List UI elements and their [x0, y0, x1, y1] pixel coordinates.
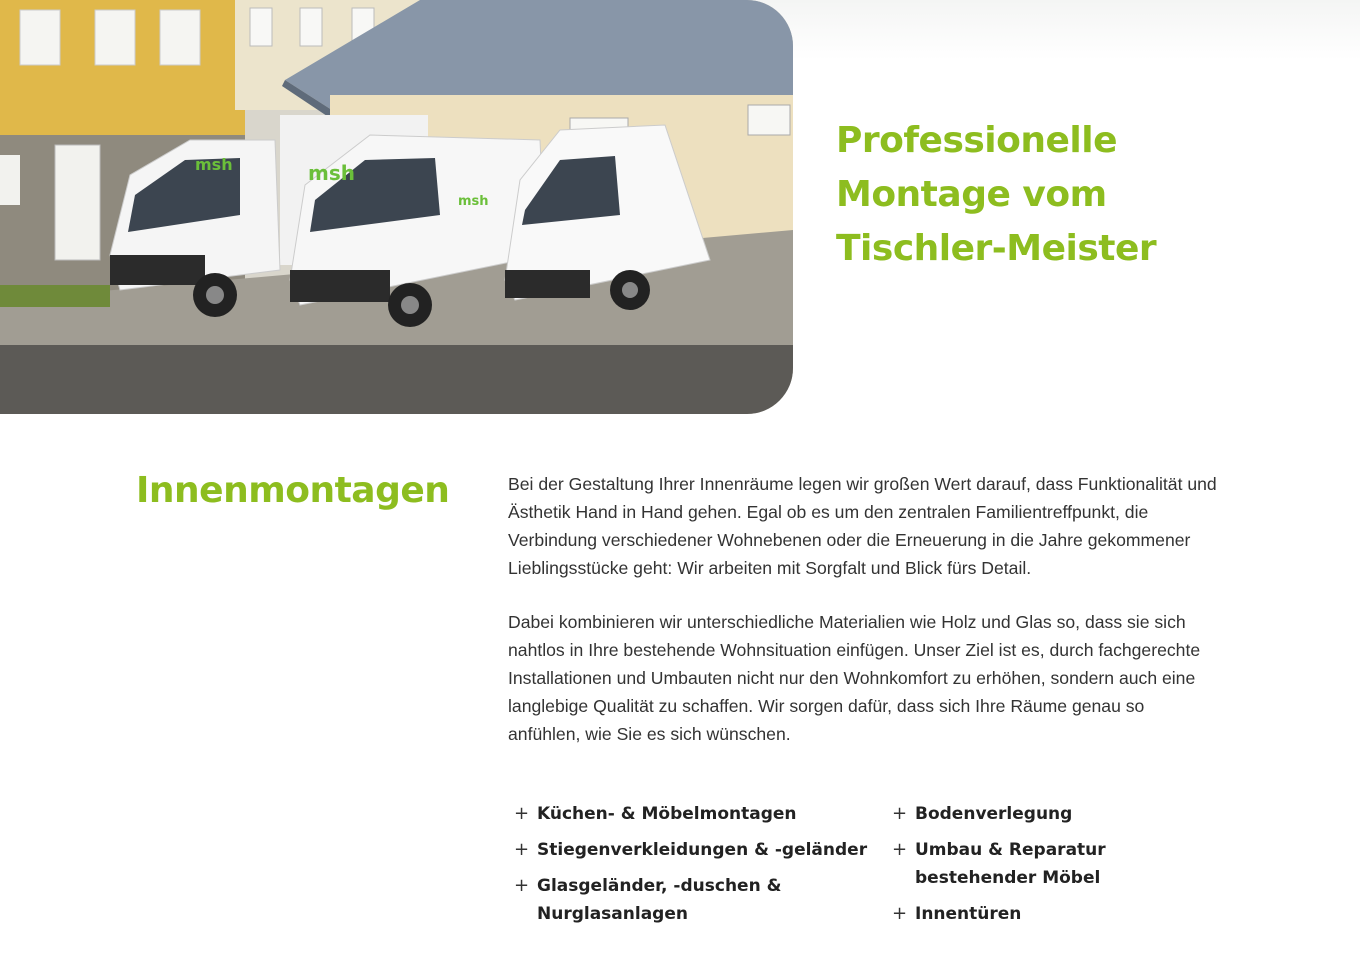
vans-photo-illustration	[0, 0, 793, 414]
paragraph-2: Dabei kombinieren wir unterschiedliche Materialien wie Holz und Glas so, dass sie sich nahtlos in Ihre bestehende Wohnsituation einfügen. Unser Ziel ist es, durch fachgerechte Installationen und Umbauten nicht nur den Wohnkomfort zu erhöhen, sondern auch eine langlebige Qualität zu schaffen. Wir sorgen dafür, dass sich Ihre Räume genau so anfühlen, wie Sie es sich wünschen.	[508, 612, 1201, 744]
list-item: + Innentüren	[886, 900, 1220, 928]
list-item: + Umbau & Reparatur bestehender Möbel	[886, 836, 1220, 892]
plus-icon: +	[892, 903, 908, 924]
hero-photo	[0, 0, 793, 414]
hero-title-line-2: Montage vom	[836, 174, 1107, 215]
service-list-left	[508, 800, 886, 936]
list-item: + Küchen- & Möbelmontagen	[508, 800, 886, 828]
svg-text:msh: msh	[308, 161, 355, 185]
service-lists	[508, 800, 1220, 936]
paragraph-1: Bei der Gestaltung Ihrer Innenräume legen wir großen Wert darauf, dass Funktionalität und Ästhetik Hand in Hand gehen. Egal ob es um den zentralen Familientreffpunkt, die Verbindung verschiedener Wohnebenen oder die Erneuerung in die Jahre gekommener Lieblingsstücke geht: Wir arbeiten mit Sorgfalt und Blick fürs Detail.	[508, 474, 1217, 578]
section-title: Innenmontagen	[136, 470, 450, 511]
hero-title-line-3: Tischler-Meister	[836, 228, 1157, 269]
service-list-right	[886, 800, 1220, 936]
plus-icon: +	[514, 839, 530, 860]
list-item: + Stiegenverkleidungen & -geländer	[508, 836, 886, 864]
hero-title	[836, 114, 1256, 276]
hero-title-line-1: Professionelle	[836, 120, 1118, 161]
plus-icon: +	[892, 839, 908, 860]
svg-text:msh: msh	[195, 155, 233, 174]
svg-text:msh: msh	[458, 194, 489, 209]
plus-icon: +	[514, 803, 530, 824]
section-content	[508, 470, 1220, 774]
plus-icon: +	[514, 875, 530, 896]
list-item: + Glasgeländer, -duschen & Nurglasanlagen	[508, 872, 886, 928]
plus-icon: +	[892, 803, 908, 824]
list-item: + Bodenverlegung	[886, 800, 1220, 828]
